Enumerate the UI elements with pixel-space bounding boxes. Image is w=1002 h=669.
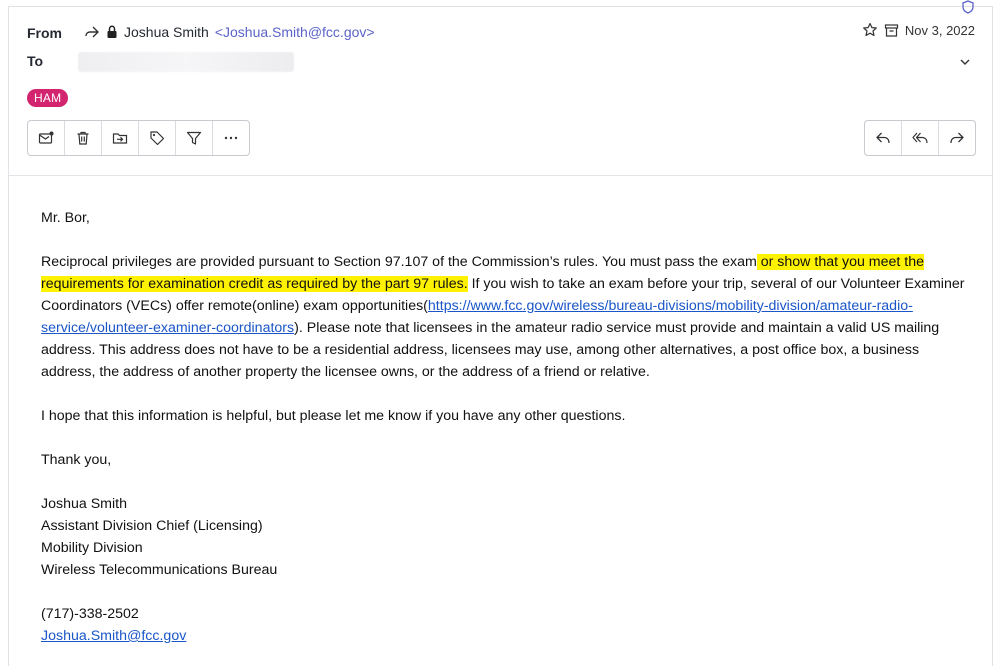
trash-icon: [75, 130, 91, 146]
label-tag[interactable]: HAM: [27, 89, 68, 107]
closing: Thank you,: [41, 452, 112, 468]
date-area: [862, 22, 975, 38]
paragraph-2: I hope that this information is helpful, but please let me know if you have any other questions.: [41, 408, 626, 424]
forward-arrow-icon: [84, 25, 100, 39]
reply-button[interactable]: [865, 121, 902, 155]
sender-email: <Joshua.Smith@fcc.gov>: [214, 24, 375, 40]
signature: [41, 493, 971, 581]
archive-icon[interactable]: [884, 23, 899, 38]
highlighted-text: or show that you meet the requirements for examination credit as required by the part 97 rules.: [41, 254, 925, 292]
filter-icon: [186, 130, 202, 146]
lock-icon: [106, 25, 118, 39]
contact: [41, 603, 971, 647]
delete-button[interactable]: [65, 121, 102, 155]
p1-text-b: If you wish to take an exam before your trip, several of our Volunteer Examiner Coordinators (VECs) offer remote(online) exam opportunities(: [41, 276, 965, 314]
to-label: To: [27, 53, 44, 69]
p1-text-c: ). Please note that licensees in the amateur radio service must provide and maintain a valid US mailing address. This address does not have to be a residential address, licensees may use, among other alternatives, a post office box, a business address, the address of another property the licensee owns, or the address of a friend or relative.: [41, 320, 940, 380]
header-divider: [9, 175, 992, 176]
signature-phone: (717)-338-2502: [41, 606, 139, 622]
forward-button[interactable]: [939, 121, 975, 155]
from-label: From: [27, 25, 62, 41]
reply-all-button[interactable]: [902, 121, 939, 155]
move-button[interactable]: [102, 121, 139, 155]
sender-name: Joshua Smith: [124, 24, 209, 40]
message-toolbar: [27, 120, 250, 156]
mark-unread-icon: [38, 130, 54, 146]
greeting: Mr. Bor,: [41, 210, 90, 226]
forward-icon: [949, 130, 965, 146]
chevron-down-icon[interactable]: [958, 55, 972, 69]
signature-bureau: Wireless Telecommunications Bureau: [41, 562, 278, 578]
signature-name: Joshua Smith: [41, 496, 127, 512]
signature-division: Mobility Division: [41, 540, 143, 556]
message-body: [41, 207, 971, 669]
label-button[interactable]: [139, 121, 176, 155]
reply-all-icon: [912, 130, 928, 146]
recipient-redacted: [78, 52, 294, 72]
paragraph-1: [41, 251, 971, 383]
more-icon: [223, 130, 239, 146]
mark-unread-button[interactable]: [28, 121, 65, 155]
more-button[interactable]: [213, 121, 249, 155]
signature-title: Assistant Division Chief (Licensing): [41, 518, 263, 534]
message-date: Nov 3, 2022: [904, 22, 975, 38]
shield-icon: [961, 0, 975, 14]
vec-link[interactable]: https://www.fcc.gov/wireless/bureau-divisions/mobility-division/amateur-radio-service/volunteer-examiner-coordinators: [41, 298, 913, 336]
move-to-folder-icon: [112, 130, 128, 146]
p1-text-a: Reciprocal privileges are provided pursuant to Section 97.107 of the Commission’s rules. You must pass the exam: [41, 254, 757, 270]
signature-email-link[interactable]: Joshua.Smith@fcc.gov: [41, 628, 187, 644]
sender[interactable]: [84, 24, 375, 40]
filter-button[interactable]: [176, 121, 213, 155]
star-icon[interactable]: [862, 22, 878, 38]
reply-icon: [875, 130, 891, 146]
reply-toolbar: [864, 120, 976, 156]
label-icon: [149, 130, 165, 146]
